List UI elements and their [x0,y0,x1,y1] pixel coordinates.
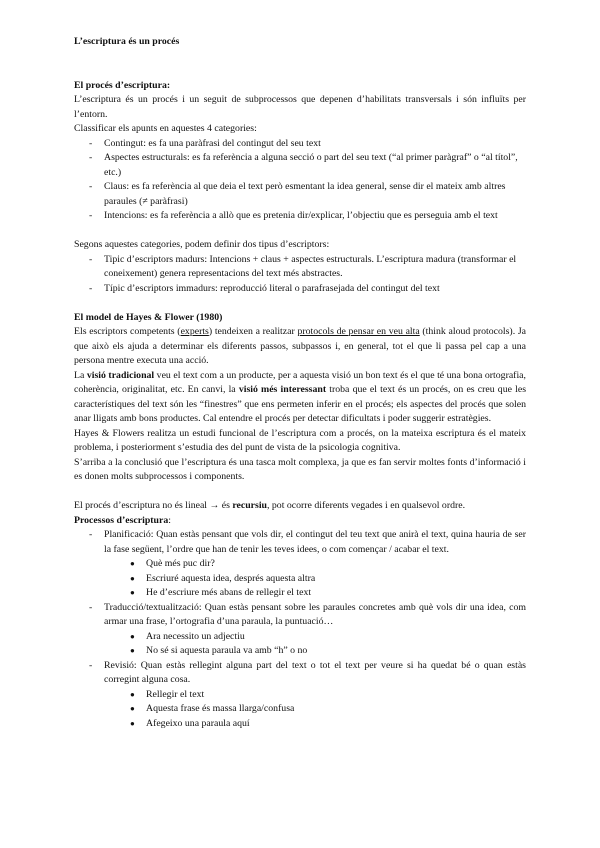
bullet-item: ● Afegeixo una paraula aquí [74,717,526,732]
text-run: troba que el text és un procés, on es creu que les característiques del text són les “finestres” que ens permeten inferir en el procés; els aspectes del procés que solen anar lligats amb bons productes. Cal entendre el procés per detectar dificultats i poder suggerir estratègies. [74,384,527,424]
list-item: - Claus: es fa referència al que deia el text però esmentant la idea general, sense dir el mateix amb altres paraules (≠ paràfrasi) [74,180,526,209]
text-run: , pot ocorre diferents vegades i en qualsevol ordre. [267,500,466,511]
paragraph-visions [74,369,526,427]
examples-list [74,688,526,732]
section-heading-processes [74,514,526,529]
underlined-experts: experts [180,326,209,337]
document-page [74,35,526,731]
paragraph-experts [74,325,526,369]
text-run: veu el text com a un producte, per a aquesta visió un bon text és el que té una bona ortografia, coherència, originalitat, etc. En canvi, la [74,369,526,395]
bullet-item: ● Ara necessito un adjectiu [74,630,526,645]
process-text: - Planificació: Quan estàs pensant que vols dir, el contingut del teu text que anirà el text, quina hauria de ser la fase següent, l’ordre que han de tenir les teves idees, o com començar / acabar el text. [104,529,526,555]
text-run: La [74,369,87,381]
bold-traditional-vision: visió tradicional [86,369,155,381]
list-item: - Típic d’escriptors immadurs: reproducció literal o parafrasejada del contingut del text [74,282,526,297]
processes-list [74,528,526,731]
underlined-protocols: protocols de pensar en veu alta [297,326,420,337]
paragraph-writer-types: Segons aquestes categories, podem definir dos tipus d’escriptors: [74,239,330,250]
spacer [74,485,526,500]
paragraph-functional-study: Hayes & Flowers realitza un estudi funcional de l’escriptura com a procés, on la mateixa escriptura és el mateix problema, i posteriorment s’estudia des del punt de vista de la psicologia cognitiva. [74,427,526,453]
title-text: L’escriptura és un procés [74,36,180,47]
bullet-item: ● Què més puc dir? [74,557,526,572]
heading-colon: : [168,514,171,526]
bullet-item: ● No sé si aquesta paraula va amb “h” o no [74,644,526,659]
bold-interesting-vision: visió més interessant [238,384,327,395]
list-item: - Tipic d’escriptors madurs: Intencions + claus + aspectes estructurals. L’escriptura madura (transformar el coneixement) genera representacions del text més abstractes. [74,253,526,282]
list-item: - Contingut: es fa una paràfrasi del contingut del seu text [74,137,526,152]
paragraph-intro: L’escriptura és un procés i un seguit de subprocessos que depenen d’habilitats transversals i són influïts per l’entorn. [74,94,526,120]
spacer [74,64,526,79]
text-run: (think aloud protocols). Ja que això els ajuda a determinar els diferents passos, subpassos i, en general, tot el que li passa pel cap a una persona mentre executa una acció. [74,326,526,366]
text-run: ) tendeixen a realitzar [208,326,298,337]
heading-text: Processos d’escriptura [74,514,169,526]
bold-recursive: recursiu [232,500,267,511]
spacer [74,224,526,239]
examples-list [74,630,526,659]
bullet-item: ● He d’escriure més abans de rellegir el text [74,586,526,601]
bullet-item: ● Escriuré aquesta idea, després aquesta altra [74,572,526,587]
process-planning [74,528,526,601]
process-text: - Revisió: Quan estàs rellegint alguna part del text o tot el text per veure si ha quedat bé o quan estàs corregint alguna cosa. [104,659,526,685]
bullet-item: ● Rellegir el text [74,688,526,703]
process-translation [74,601,526,659]
process-text: - Traducció/textualització: Quan estàs pensant sobre les paraules concretes amb què vols dir una idea, com armar una frase, l’ortografia d’una paraula, la puntuació… [104,601,526,627]
process-revision [74,659,526,732]
paragraph-classify: Classificar els apunts en aquestes 4 categories: [74,123,257,134]
paragraph-recursive [74,499,526,514]
spacer [74,296,526,311]
document-title [74,35,526,50]
examples-list [74,557,526,601]
section-heading-hayes-flower: El model de Hayes & Flower (1980) [74,311,223,323]
text-run: El procés d’escriptura no és lineal → és [74,500,233,511]
bullet-item: ● Aquesta frase és massa llarga/confusa [74,702,526,717]
list-item: - Aspectes estructurals: es fa referència a alguna secció o part del seu text (“al primer paràgraf” o “al títol”, etc.) [74,151,526,180]
writer-types-list [74,253,526,297]
section-heading-proces: El procés d’escriptura: [74,79,171,91]
list-item: - Intencions: es fa referència a allò que es pretenia dir/explicar, l’objectiu que es perseguia amb el text [74,209,526,224]
paragraph-conclusion: S’arriba a la conclusió que l’escriptura és una tasca molt complexa, ja que es fan servir moltes fonts d’informació i es donen molts subprocessos i components. [74,456,526,482]
text-run: Els escriptors competents ( [74,326,181,337]
categories-list [74,137,526,224]
